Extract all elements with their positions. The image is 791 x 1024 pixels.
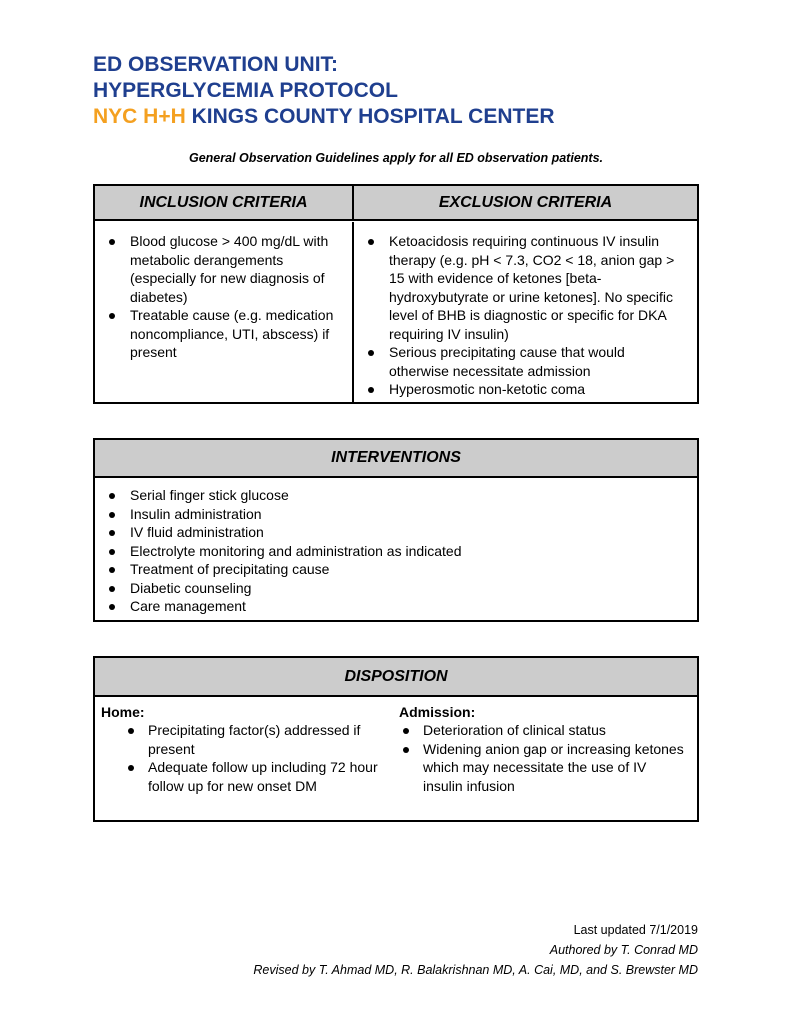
last-updated: Last updated 7/1/2019: [573, 923, 698, 937]
title-line-1: ED OBSERVATION UNIT:: [93, 53, 339, 76]
interventions-header: INTERVENTIONS: [95, 440, 697, 478]
interventions-list: [95, 478, 697, 616]
home-section: [95, 703, 399, 795]
admission-section: [399, 703, 697, 795]
inclusion-list: [95, 232, 338, 362]
authored-by: Authored by T. Conrad MD: [549, 943, 698, 957]
disposition-header: DISPOSITION: [95, 658, 697, 697]
inclusion-header: INCLUSION CRITERIA: [95, 186, 352, 221]
hospital-name: KINGS COUNTY HOSPITAL CENTER: [191, 105, 555, 128]
exclusion-list: [354, 232, 683, 399]
list-item: Serial finger stick glucose: [95, 486, 697, 505]
list-item: Adequate follow up including 72 hour follow up for new onset DM: [101, 758, 395, 795]
guidelines-note: General Observation Guidelines apply for all ED observation patients.: [189, 151, 603, 165]
criteria-table: [93, 184, 699, 404]
list-item: Blood glucose > 400 mg/dL with metabolic derangements (especially for new diagnosis of diabetes): [95, 232, 338, 306]
list-item: Electrolyte monitoring and administration as indicated: [95, 542, 697, 561]
list-item: Widening anion gap or increasing ketones which may necessitate the use of IV insulin infusion: [399, 740, 689, 796]
list-item: Serious precipitating cause that would otherwise necessitate admission: [354, 343, 683, 380]
title-line-3: [93, 104, 555, 130]
home-label: Home:: [101, 704, 145, 720]
list-item: IV fluid administration: [95, 523, 697, 542]
list-item: Precipitating factor(s) addressed if present: [101, 721, 395, 758]
document-title: [93, 52, 555, 130]
list-item: Diabetic counseling: [95, 579, 697, 598]
list-item: Insulin administration: [95, 505, 697, 524]
list-item: Ketoacidosis requiring continuous IV insulin therapy (e.g. pH < 7.3, CO2 < 18, anion gap > 15 with evidence of ketones [beta-hydroxybutyrate or urine ketones]. No specific level of BHB is diagnostic or specific for DKA requiring IV insulin): [354, 232, 683, 343]
home-list: [101, 721, 395, 795]
admission-list: [399, 721, 689, 795]
exclusion-header: EXCLUSION CRITERIA: [352, 186, 697, 221]
exclusion-cell: [352, 222, 697, 402]
list-item: Treatment of precipitating cause: [95, 560, 697, 579]
list-item: Hyperosmotic non-ketotic coma: [354, 380, 683, 399]
inclusion-cell: [95, 222, 352, 402]
admission-label: Admission:: [399, 704, 476, 720]
revised-by: Revised by T. Ahmad MD, R. Balakrishnan MD, A. Cai, MD, and S. Brewster MD: [253, 963, 698, 977]
list-item: Care management: [95, 597, 697, 616]
list-item: Treatable cause (e.g. medication noncompliance, UTI, abscess) if present: [95, 306, 338, 362]
title-line-2: HYPERGLYCEMIA PROTOCOL: [93, 79, 398, 102]
disposition-table: [93, 656, 699, 822]
interventions-table: [93, 438, 699, 622]
document-footer: [253, 920, 698, 980]
org-name: NYC H+H: [93, 105, 186, 128]
list-item: Deterioration of clinical status: [399, 721, 689, 740]
